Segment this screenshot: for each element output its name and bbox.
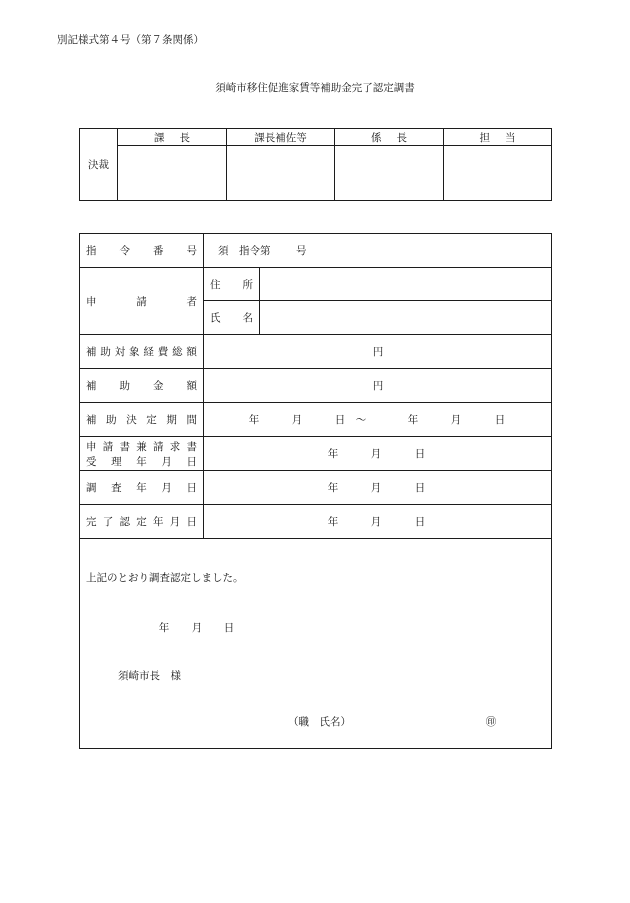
label-char: 間 <box>186 414 197 426</box>
order-number-prefix: 須 指令第 <box>218 245 271 257</box>
label-char: 期 <box>166 414 177 426</box>
label-char: 令 <box>119 245 130 257</box>
survey-date-label-cell <box>79 470 204 505</box>
stamp-cell-section-chief <box>117 145 227 201</box>
label-char: 調 <box>86 482 97 494</box>
survey-year: 年 <box>327 482 339 494</box>
total-cost-unit: 円 <box>372 346 384 358</box>
staff-label <box>480 129 516 145</box>
period-start-year: 年 <box>248 414 260 426</box>
label-char: 書 <box>119 441 130 453</box>
document-title: 須崎市移住促進家賃等補助金完了認定調書 <box>215 82 415 94</box>
total-cost-label-cell <box>79 334 204 369</box>
label-char: 額 <box>186 346 197 358</box>
label-char: 指 <box>86 245 97 257</box>
label-char: 請 <box>102 441 114 453</box>
label-char: 象 <box>129 346 140 358</box>
order-number-value-cell <box>203 233 552 268</box>
approval-header-unit-chief <box>334 128 444 146</box>
seal-mark: ㊞ <box>485 716 497 728</box>
label-char: 氏 <box>210 312 221 324</box>
label-char: 者 <box>186 295 197 308</box>
receipt-day: 日 <box>414 448 426 460</box>
label-char: 日 <box>186 482 197 494</box>
approval-label-cell <box>79 128 118 201</box>
label-char: 費 <box>157 346 169 358</box>
label-char: 課 <box>154 131 165 144</box>
label-char: 書 <box>186 441 197 453</box>
label-char: 請 <box>136 295 147 308</box>
receipt-year: 年 <box>327 448 339 460</box>
label-char: 補 <box>86 346 97 358</box>
label-char: 査 <box>111 482 122 494</box>
label-char: 定 <box>136 516 147 528</box>
label-char: 月 <box>169 516 181 528</box>
period-start-day: 日 <box>334 414 346 426</box>
label-char: 月 <box>161 482 172 494</box>
label-char: 所 <box>242 278 253 291</box>
stamp-cell-staff <box>443 145 552 201</box>
label-char: 受 <box>86 456 97 468</box>
label-char: 決 <box>126 414 137 426</box>
label-char: 額 <box>186 380 197 392</box>
receipt-date-label-line2 <box>86 454 197 469</box>
label-char: 申 <box>86 295 97 308</box>
certification-addressee: 須崎市長 様 <box>118 670 181 682</box>
stamp-cell-deputy-chief <box>226 145 335 201</box>
decision-period-label-cell <box>79 402 204 437</box>
label-char: 金 <box>153 380 164 392</box>
label-char: 長 <box>179 131 190 144</box>
label-char: 係 <box>371 131 382 144</box>
label-char: 定 <box>146 414 157 426</box>
approval-header-staff <box>443 128 552 146</box>
section-chief-label <box>154 129 190 145</box>
applicant-label-cell <box>79 267 204 335</box>
receipt-date-value-cell <box>203 436 552 471</box>
form-number: 別記様式第４号（第７条関係） <box>57 34 204 46</box>
name-label-cell <box>203 300 260 335</box>
subsidy-amount-value-cell <box>203 368 552 403</box>
label-char: 当 <box>505 131 516 144</box>
address-label-cell <box>203 267 260 301</box>
label-char: 番 <box>153 245 164 257</box>
subsidy-amount-unit: 円 <box>372 380 384 392</box>
deputy-chief-label: 課長補佐等 <box>254 131 307 144</box>
total-cost-value-cell <box>203 334 552 369</box>
approval-header-section-chief <box>117 128 227 146</box>
label-char: 助 <box>119 380 130 392</box>
certification-statement: 上記のとおり調査認定しました。 <box>86 572 244 584</box>
name-value-cell <box>259 300 552 335</box>
certification-month: 月 <box>191 622 203 634</box>
label-char: 助 <box>106 414 117 426</box>
address-label <box>210 268 253 300</box>
label-char: 申 <box>86 441 97 453</box>
survey-month: 月 <box>370 482 382 494</box>
label-char: 号 <box>186 245 197 257</box>
survey-date-value-cell <box>203 470 552 505</box>
label-char: 理 <box>111 456 122 468</box>
label-char: 名 <box>242 312 253 324</box>
label-char: 総 <box>172 346 183 358</box>
name-label <box>210 301 253 334</box>
certification-year: 年 <box>158 622 170 634</box>
label-char: 住 <box>210 278 221 291</box>
period-end-year: 年 <box>407 414 419 426</box>
subsidy-amount-label <box>86 369 197 402</box>
label-char: 経 <box>143 346 154 358</box>
label-char: 日 <box>186 516 197 528</box>
completion-year: 年 <box>327 516 339 528</box>
label-char: 年 <box>136 456 147 468</box>
label-char: 補 <box>86 380 97 392</box>
label-char: 請 <box>153 441 164 453</box>
receipt-date-label-line1 <box>86 439 197 454</box>
label-char: 月 <box>161 456 172 468</box>
completion-date-label-cell <box>79 504 204 539</box>
label-char: 助 <box>100 346 111 358</box>
label-char: 認 <box>119 516 130 528</box>
completion-month: 月 <box>370 516 382 528</box>
certification-signer: （職 氏名） <box>288 716 351 728</box>
label-char: 補 <box>86 414 97 426</box>
decision-period-value-cell <box>203 402 552 437</box>
approval-header-deputy-chief <box>226 128 335 146</box>
total-cost-label <box>86 335 197 368</box>
completion-day: 日 <box>414 516 426 528</box>
label-char: 年 <box>153 516 164 528</box>
unit-chief-label <box>371 129 407 145</box>
period-separator: ～ <box>355 414 367 426</box>
receipt-date-label-cell <box>79 436 204 471</box>
completion-date-value-cell <box>203 504 552 539</box>
survey-day: 日 <box>414 482 426 494</box>
completion-date-label <box>86 505 197 538</box>
approval-label: 決裁 <box>88 159 109 171</box>
label-char: 完 <box>86 516 97 528</box>
decision-period-label <box>86 403 197 436</box>
receipt-month: 月 <box>370 448 382 460</box>
stamp-cell-unit-chief <box>334 145 444 201</box>
label-char: 担 <box>479 131 490 144</box>
label-char: 了 <box>102 516 114 528</box>
order-number-suffix: 号 <box>296 245 307 257</box>
certification-cell <box>79 538 552 749</box>
label-char: 年 <box>136 482 147 494</box>
order-number-label-cell <box>79 233 204 268</box>
period-end-day: 日 <box>494 414 506 426</box>
period-start-month: 月 <box>291 414 303 426</box>
order-number-label <box>86 234 197 267</box>
label-char: 長 <box>396 131 407 144</box>
applicant-label <box>86 268 197 334</box>
survey-date-label <box>86 471 197 504</box>
label-char: 日 <box>186 456 197 468</box>
subsidy-amount-label-cell <box>79 368 204 403</box>
address-value-cell <box>259 267 552 301</box>
certification-day: 日 <box>223 622 235 634</box>
label-char: 求 <box>169 441 181 453</box>
label-char: 対 <box>114 346 126 358</box>
label-char: 兼 <box>136 441 147 453</box>
period-end-month: 月 <box>450 414 462 426</box>
